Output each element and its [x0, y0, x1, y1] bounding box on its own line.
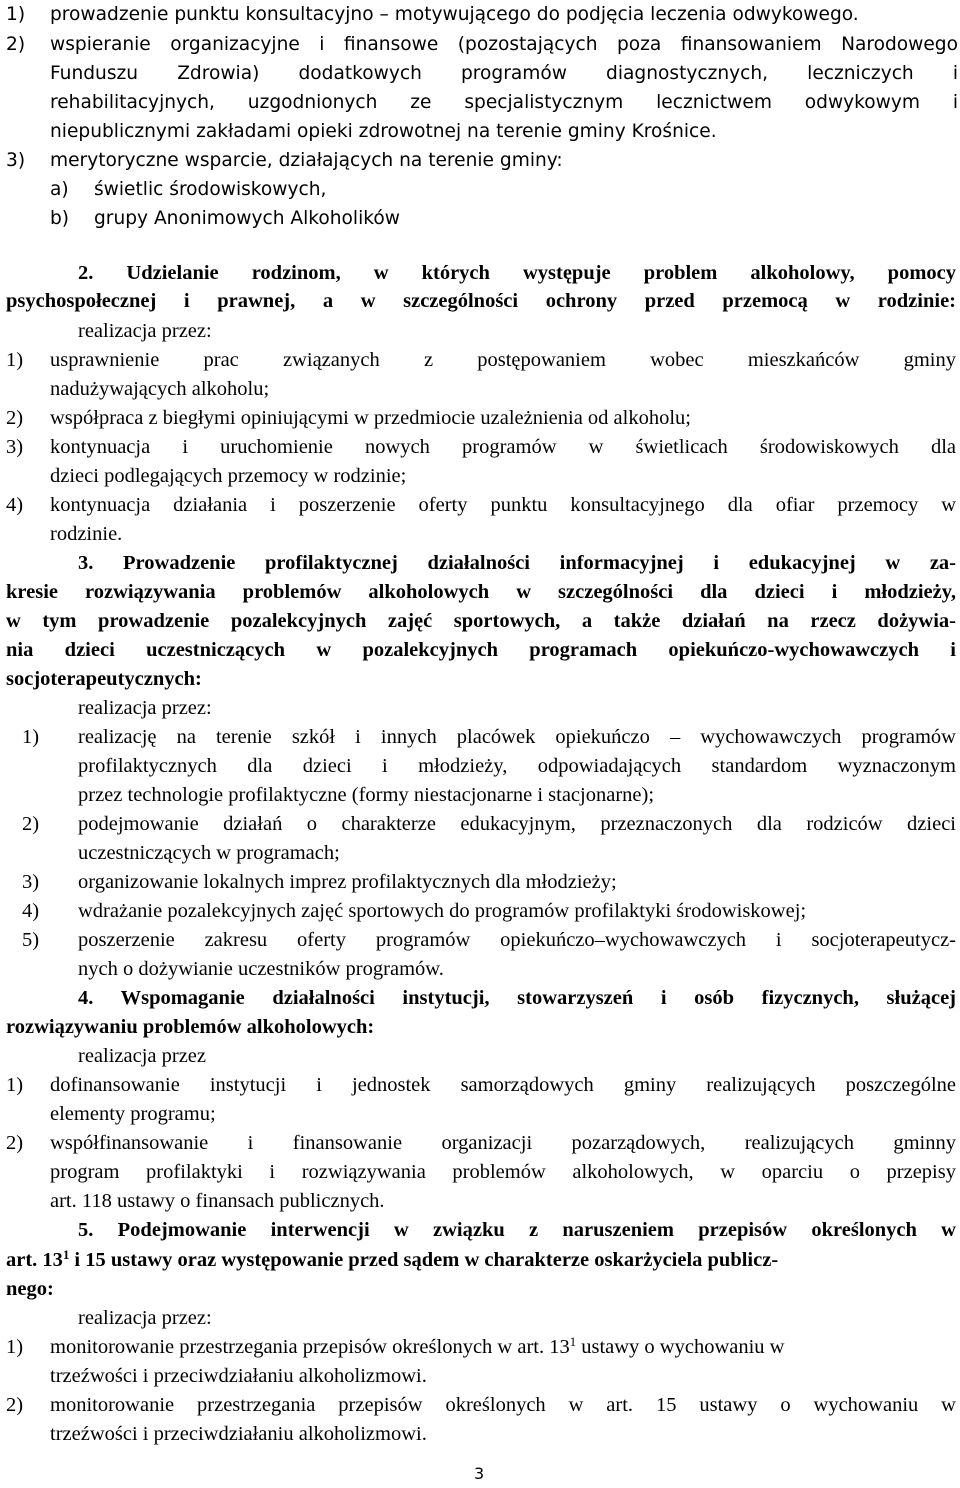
list-item-text: nych o dożywianie uczestników programów.: [78, 958, 444, 980]
list-item-text: rehabilitacyjnych, uzgodnionych ze specjalistycznym lecznictwem odwykowym i: [50, 92, 958, 113]
list-item-text: uczestniczących w programach;: [78, 842, 340, 864]
list-item-text: profilaktycznych dla dzieci i młodzieży, odpowiadających standardom wyznaczonym: [78, 755, 956, 777]
list-item-text: kontynuacja i uruchomienie nowych programów w świetlicach środowiskowych dla: [50, 436, 956, 458]
list-number: 2): [6, 1132, 24, 1154]
list-item-text: Funduszu Zdrowia) dodatkowych programów diagnostycznych, leczniczych i: [50, 63, 958, 84]
list-item-text: kontynuacja działania i poszerzenie oferty punktu konsultacyjnego dla ofiar przemocy w: [50, 494, 956, 516]
list-number: 3): [6, 150, 26, 171]
realization-label: realizacja przez: [78, 1045, 207, 1067]
list-number: 1): [6, 349, 24, 371]
list-item-text: trzeźwości i przeciwdziałaniu alkoholizmowi.: [50, 1423, 427, 1445]
list-item-text: wspieranie organizacyjne i finansowe (pozostających poza finansowaniem Narodowego: [50, 34, 958, 55]
list-item-text: rodzinie.: [50, 523, 123, 545]
heading-text: art. 13: [6, 1249, 63, 1271]
sublist-item-text: świetlic środowiskowych,: [94, 179, 327, 200]
list-item-text: dzieci podlegających przemocy w rodzinie;: [50, 465, 407, 487]
list-item-text: wdrażanie pozalekcyjnych zajęć sportowych do programów profilaktyki środowiskowej;: [78, 900, 807, 922]
list-item-text: przez technologie profilaktyczne (formy niestacjonarne i stacjonarne);: [78, 784, 655, 806]
section-heading: [6, 1245, 956, 1275]
list-item-text: art. 118 ustawy o finansach publicznych.: [50, 1190, 385, 1212]
section-heading: kresie rozwiązywania problemów alkoholowych w szczególności dla dzieci i młodzieży,: [6, 581, 956, 603]
list-item-text: dofinansowanie instytucji i jednostek samorządowych gminy realizujących poszczególne: [50, 1074, 956, 1096]
heading-text: i 15 ustawy oraz występowanie przed sądem w charakterze oskarżyciela publicz-: [69, 1249, 779, 1271]
realization-label: realizacja przez:: [78, 320, 212, 342]
list-number: 2): [6, 1394, 24, 1416]
list-number: 2): [6, 407, 24, 429]
list-item-text: trzeźwości i przeciwdziałaniu alkoholizmowi.: [50, 1365, 427, 1387]
section-heading: nego:: [6, 1278, 54, 1300]
list-item-text: podejmowanie działań o charakterze edukacyjnym, przeznaczonych dla rodziców dzieci: [78, 813, 956, 835]
list-number: 5): [22, 929, 40, 951]
list-item-text: usprawnienie prac związanych z postępowaniem wobec mieszkańców gminy: [50, 349, 956, 371]
section-heading: 5. Podejmowanie interwencji w związku z naruszeniem przepisów określonych w: [78, 1219, 956, 1241]
section-heading: rozwiązywaniu problemów alkoholowych:: [6, 1016, 375, 1038]
list-item-text: elementy programu;: [50, 1103, 216, 1125]
item-text: ustawy o wychowaniu w: [576, 1336, 785, 1358]
list-item-text: [50, 1332, 784, 1362]
page-number: 3: [474, 1464, 485, 1483]
section-heading: nia dzieci uczestniczących w pozalekcyjnych programach opiekuńczo-wychowawczych i: [6, 639, 956, 661]
list-item-text: monitorowanie przestrzegania przepisów określonych w art. 15 ustawy o wychowaniu w: [50, 1394, 956, 1416]
sublist-letter: a): [50, 179, 69, 200]
superscript: 1: [569, 1335, 577, 1350]
section-heading: w tym prowadzenie pozalekcyjnych zajęć sportowych, a także działań na rzecz dożywia-: [6, 610, 956, 632]
sublist-item-text: grupy Anonimowych Alkoholików: [94, 208, 400, 229]
list-number: 2): [6, 34, 26, 55]
realization-label: realizacja przez:: [78, 1307, 212, 1329]
list-item-text: merytoryczne wsparcie, działających na terenie gminy:: [50, 150, 563, 171]
list-number: 1): [6, 4, 26, 25]
list-number: 4): [22, 900, 40, 922]
list-item-text: program profilaktyki i rozwiązywania problemów alkoholowych, w oparciu o przepisy: [50, 1161, 956, 1183]
sublist-letter: b): [50, 208, 70, 229]
list-number: 3): [6, 436, 24, 458]
list-number: 3): [22, 871, 40, 893]
section-heading: 3. Prowadzenie profilaktycznej działalności informacyjnej i edukacyjnej w za-: [78, 552, 956, 574]
list-item-text: nadużywających alkoholu;: [50, 378, 270, 400]
realization-label: realizacja przez:: [78, 697, 212, 719]
section-heading: psychospołecznej i prawnej, a w szczególności ochrony przed przemocą w rodzinie:: [6, 290, 956, 312]
list-item-text: organizowanie lokalnych imprez profilaktycznych dla młodzieży;: [78, 871, 617, 893]
superscript: 1: [62, 1248, 70, 1263]
list-item-text: współpraca z biegłymi opiniującymi w przedmiocie uzależnienia od alkoholu;: [50, 407, 691, 429]
list-number: 2): [22, 813, 40, 835]
section-heading: 4. Wspomaganie działalności instytucji, stowarzyszeń i osób fizycznych, służącej: [78, 987, 956, 1009]
list-number: 1): [22, 726, 40, 748]
list-item-text: prowadzenie punktu konsultacyjno – motywującego do podjęcia leczenia odwykowego.: [50, 4, 859, 25]
list-item-text: współfinansowanie i finansowanie organizacji pozarządowych, realizujących gminny: [50, 1132, 956, 1154]
list-number: 1): [6, 1336, 24, 1358]
list-number: 4): [6, 494, 24, 516]
section-heading: 2. Udzielanie rodzinom, w których występuje problem alkoholowy, pomocy: [78, 262, 956, 284]
item-text: monitorowanie przestrzegania przepisów określonych w art. 13: [50, 1336, 570, 1358]
list-item-text: niepublicznymi zakładami opieki zdrowotnej na terenie gminy Krośnice.: [50, 121, 717, 142]
list-item-text: poszerzenie zakresu oferty programów opiekuńczo–wychowawczych i socjoterapeutycz-: [78, 929, 956, 951]
section-heading: socjoterapeutycznych:: [6, 668, 202, 690]
list-number: 1): [6, 1074, 24, 1096]
list-item-text: realizację na terenie szkół i innych placówek opiekuńczo – wychowawczych programów: [78, 726, 956, 748]
